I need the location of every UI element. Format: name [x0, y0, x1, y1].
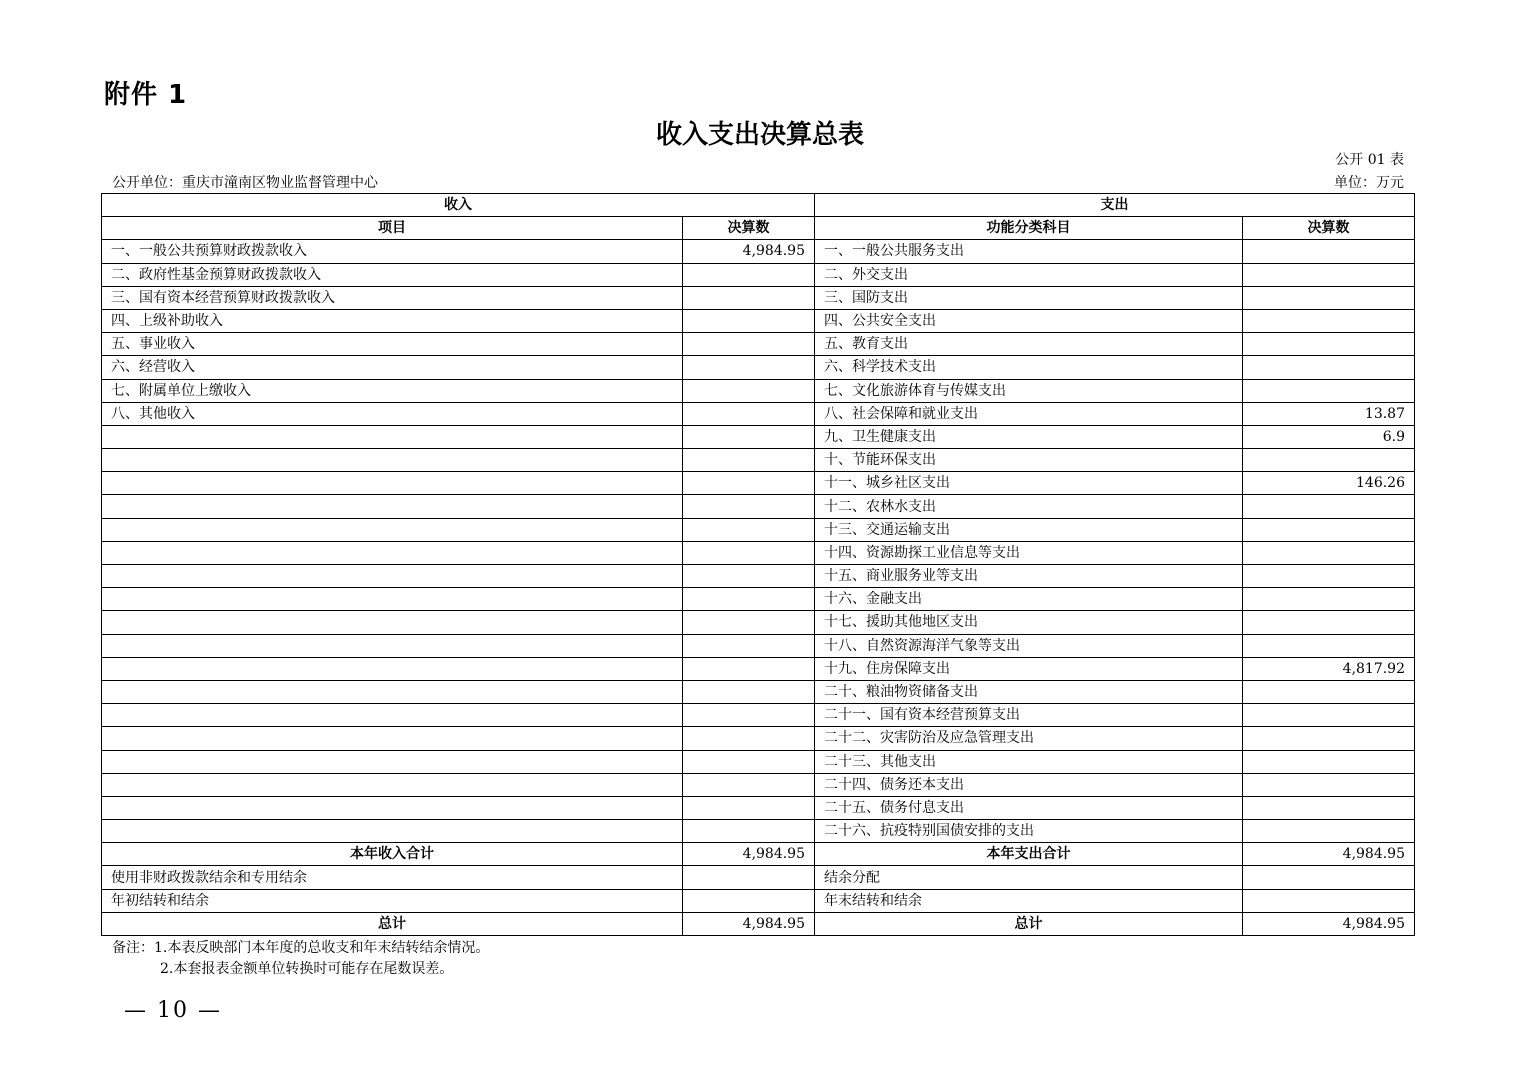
income-item-cell — [102, 472, 683, 495]
expense-item-cell: 十、节能环保支出 — [815, 449, 1243, 472]
expense-item-cell: 十二、农林水支出 — [815, 495, 1243, 518]
table-row — [102, 541, 1415, 564]
expense-amount-cell — [1243, 541, 1415, 564]
expense-amount-cell — [1243, 379, 1415, 402]
column-header-row — [102, 217, 1415, 240]
page-number: — 10 — — [124, 998, 222, 1023]
income-item-cell — [102, 634, 683, 657]
expense-amount-cell — [1243, 704, 1415, 727]
expense-amount-cell — [1243, 518, 1415, 541]
income-amount-cell — [683, 495, 815, 518]
income-amount-cell — [683, 472, 815, 495]
table-row — [102, 565, 1415, 588]
expense-item-cell: 二十一、国有资本经营预算支出 — [815, 704, 1243, 727]
income-item-cell — [102, 796, 683, 819]
income-amount-cell — [683, 309, 815, 332]
income-amount-cell — [683, 286, 815, 309]
expense-subtotal-label: 本年支出合计 — [815, 843, 1243, 866]
expense-amount-cell — [1243, 820, 1415, 843]
income-item-cell — [102, 425, 683, 448]
expense-item-cell: 四、公共安全支出 — [815, 309, 1243, 332]
table-row — [102, 611, 1415, 634]
income-item-cell — [102, 820, 683, 843]
income-item-cell — [102, 541, 683, 564]
expense-subtotal-value: 4,984.95 — [1243, 843, 1415, 866]
unit-label: 单位：万元 — [1334, 175, 1404, 191]
income-item-cell: 五、事业收入 — [102, 333, 683, 356]
expense-amount-cell: 6.9 — [1243, 425, 1415, 448]
group-header-row — [102, 194, 1415, 217]
table-row — [102, 356, 1415, 379]
expense-amount-cell — [1243, 356, 1415, 379]
table-row — [102, 727, 1415, 750]
form-code: 公开 01 表 — [1335, 152, 1404, 168]
table-row — [102, 750, 1415, 773]
table-row — [102, 402, 1415, 425]
income-item-cell — [102, 495, 683, 518]
income-amount-cell — [683, 611, 815, 634]
note-line-2: 2.本套报表金额单位转换时可能存在尾数误差。 — [160, 961, 454, 977]
income-amount-cell — [683, 333, 815, 356]
expense-total-value: 4,984.95 — [1243, 912, 1415, 935]
income-amount-cell — [683, 449, 815, 472]
expense-item-cell: 十四、资源勘探工业信息等支出 — [815, 541, 1243, 564]
income-amount-cell — [683, 541, 815, 564]
total-row — [102, 912, 1415, 935]
table-row — [102, 333, 1415, 356]
income-total-value: 4,984.95 — [683, 912, 815, 935]
income-item-cell: 七、附属单位上缴收入 — [102, 379, 683, 402]
expense-amount-cell — [1243, 889, 1415, 912]
table-row — [102, 240, 1415, 263]
income-item-cell — [102, 704, 683, 727]
document-title: 收入支出决算总表 — [655, 120, 864, 150]
income-item-cell — [102, 657, 683, 680]
income-group-header: 收入 — [102, 194, 815, 217]
expense-item-cell: 十三、交通运输支出 — [815, 518, 1243, 541]
expense-amount-cell: 4,817.92 — [1243, 657, 1415, 680]
income-amount-cell — [683, 356, 815, 379]
table-row — [102, 449, 1415, 472]
income-item-cell — [102, 518, 683, 541]
expense-amount-cell — [1243, 565, 1415, 588]
income-amount-cell — [683, 379, 815, 402]
income-item-cell — [102, 565, 683, 588]
table-row — [102, 820, 1415, 843]
income-item-cell: 一、一般公共预算财政拨款收入 — [102, 240, 683, 263]
income-item-cell — [102, 588, 683, 611]
expense-amount-cell — [1243, 495, 1415, 518]
table-row — [102, 518, 1415, 541]
expense-amount-cell — [1243, 240, 1415, 263]
income-amount-cell — [683, 773, 815, 796]
expense-amount-cell — [1243, 333, 1415, 356]
table-row — [102, 286, 1415, 309]
expense-item-cell: 二十四、债务还本支出 — [815, 773, 1243, 796]
expense-item-cell: 结余分配 — [815, 866, 1243, 889]
table-row — [102, 379, 1415, 402]
income-item-cell — [102, 611, 683, 634]
income-item-cell: 年初结转和结余 — [102, 889, 683, 912]
expense-amount-cell — [1243, 263, 1415, 286]
income-item-cell — [102, 727, 683, 750]
income-expense-table — [101, 193, 1415, 936]
expense-total-label: 总计 — [815, 912, 1243, 935]
income-amount-cell — [683, 588, 815, 611]
expense-item-cell: 五、教育支出 — [815, 333, 1243, 356]
income-amount-cell — [683, 727, 815, 750]
note-line-1: 备注：1.本表反映部门本年度的总收支和年末结转结余情况。 — [112, 940, 490, 956]
expense-item-cell: 十七、援助其他地区支出 — [815, 611, 1243, 634]
expense-item-cell: 九、卫生健康支出 — [815, 425, 1243, 448]
income-item-cell — [102, 449, 683, 472]
income-amount-cell — [683, 425, 815, 448]
expense-amount-cell — [1243, 727, 1415, 750]
table-row — [102, 796, 1415, 819]
expense-item-cell: 二、外交支出 — [815, 263, 1243, 286]
table-row — [102, 263, 1415, 286]
table-row — [102, 657, 1415, 680]
expense-item-cell: 二十六、抗疫特别国债安排的支出 — [815, 820, 1243, 843]
organization-label: 公开单位：重庆市潼南区物业监督管理中心 — [112, 175, 378, 191]
income-amount-cell — [683, 263, 815, 286]
notes — [112, 938, 489, 980]
subtotal-row — [102, 843, 1415, 866]
table-row — [102, 472, 1415, 495]
income-item-cell — [102, 750, 683, 773]
income-amount-cell — [683, 796, 815, 819]
expense-amount-cell — [1243, 286, 1415, 309]
expense-item-cell: 三、国防支出 — [815, 286, 1243, 309]
table-row — [102, 495, 1415, 518]
income-amount-cell — [683, 565, 815, 588]
expense-amount-cell — [1243, 588, 1415, 611]
expense-amount-cell — [1243, 611, 1415, 634]
table-row — [102, 680, 1415, 703]
income-amount-cell — [683, 657, 815, 680]
income-amount-cell — [683, 518, 815, 541]
expense-amount-cell — [1243, 750, 1415, 773]
table-row — [102, 425, 1415, 448]
expense-item-cell: 年末结转和结余 — [815, 889, 1243, 912]
table-row — [102, 309, 1415, 332]
income-amount-cell — [683, 704, 815, 727]
expense-item-cell: 七、文化旅游体育与传媒支出 — [815, 379, 1243, 402]
income-amount-cell — [683, 866, 815, 889]
income-amount-cell — [683, 889, 815, 912]
expense-item-cell: 二十五、债务付息支出 — [815, 796, 1243, 819]
income-subtotal-value: 4,984.95 — [683, 843, 815, 866]
expense-amount-cell — [1243, 449, 1415, 472]
income-amount-cell — [683, 634, 815, 657]
income-item-cell: 使用非财政拨款结余和专用结余 — [102, 866, 683, 889]
expense-amount-cell — [1243, 773, 1415, 796]
extra-row — [102, 889, 1415, 912]
column-header-item: 项目 — [102, 217, 683, 240]
income-item-cell: 八、其他收入 — [102, 402, 683, 425]
income-amount-cell — [683, 750, 815, 773]
income-item-cell: 三、国有资本经营预算财政拨款收入 — [102, 286, 683, 309]
column-header-amount-2: 决算数 — [1243, 217, 1415, 240]
column-header-amount: 决算数 — [683, 217, 815, 240]
expense-item-cell: 十五、商业服务业等支出 — [815, 565, 1243, 588]
income-amount-cell — [683, 820, 815, 843]
income-item-cell — [102, 773, 683, 796]
expense-amount-cell — [1243, 309, 1415, 332]
attachment-label: 附件 1 — [104, 80, 188, 110]
expense-amount-cell: 146.26 — [1243, 472, 1415, 495]
expense-amount-cell — [1243, 796, 1415, 819]
extra-row — [102, 866, 1415, 889]
income-item-cell: 四、上级补助收入 — [102, 309, 683, 332]
expense-item-cell: 一、一般公共服务支出 — [815, 240, 1243, 263]
expense-item-cell: 二十三、其他支出 — [815, 750, 1243, 773]
income-item-cell: 二、政府性基金预算财政拨款收入 — [102, 263, 683, 286]
expense-item-cell: 十六、金融支出 — [815, 588, 1243, 611]
table-row — [102, 704, 1415, 727]
table-row — [102, 588, 1415, 611]
expense-item-cell: 八、社会保障和就业支出 — [815, 402, 1243, 425]
column-header-function: 功能分类科目 — [815, 217, 1243, 240]
income-amount-cell — [683, 402, 815, 425]
expense-item-cell: 六、科学技术支出 — [815, 356, 1243, 379]
income-subtotal-label: 本年收入合计 — [102, 843, 683, 866]
expense-group-header: 支出 — [815, 194, 1415, 217]
income-item-cell: 六、经营收入 — [102, 356, 683, 379]
income-total-label: 总计 — [102, 912, 683, 935]
expense-amount-cell — [1243, 634, 1415, 657]
table-row — [102, 634, 1415, 657]
table-row — [102, 773, 1415, 796]
expense-item-cell: 十九、住房保障支出 — [815, 657, 1243, 680]
income-item-cell — [102, 680, 683, 703]
expense-amount-cell — [1243, 866, 1415, 889]
expense-item-cell: 二十二、灾害防治及应急管理支出 — [815, 727, 1243, 750]
expense-amount-cell — [1243, 680, 1415, 703]
expense-item-cell: 十一、城乡社区支出 — [815, 472, 1243, 495]
expense-item-cell: 十八、自然资源海洋气象等支出 — [815, 634, 1243, 657]
expense-amount-cell: 13.87 — [1243, 402, 1415, 425]
income-amount-cell — [683, 680, 815, 703]
expense-item-cell: 二十、粮油物资储备支出 — [815, 680, 1243, 703]
income-amount-cell: 4,984.95 — [683, 240, 815, 263]
